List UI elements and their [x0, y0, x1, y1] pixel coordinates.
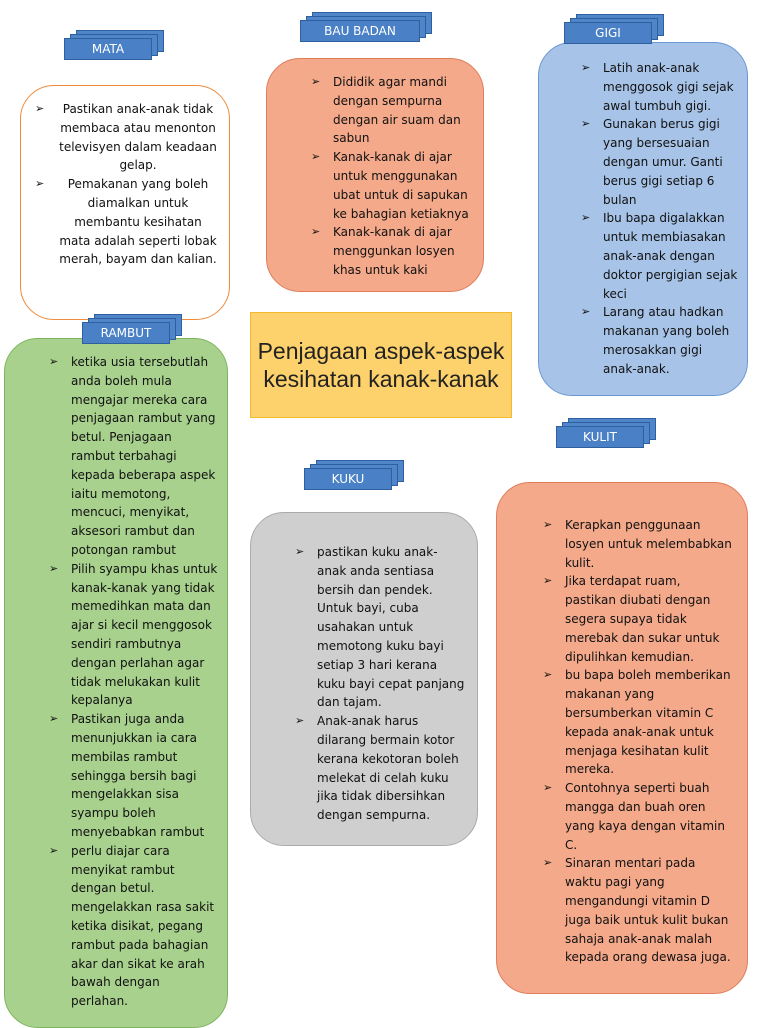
bullet-arrow-icon: ➢	[543, 781, 553, 795]
bullet-arrow-icon: ➢	[581, 117, 591, 131]
list-item: ➢ perlu diajar cara menyikat rambut dengan betul. mengelakkan rasa sakit ketika disikat, pegang rambut pada bahagian akar dan sikat ke arah bawah dengan perlahan.	[49, 843, 215, 1009]
list-item: ➢ Ibu bapa digalakkan untuk membiasakan anak-anak dengan doktor pergigian sejak keci	[581, 211, 738, 301]
bullet-arrow-icon: ➢	[543, 574, 553, 588]
kulit-box	[496, 482, 748, 994]
bullet-arrow-icon: ➢	[581, 61, 591, 74]
bullet-arrow-icon: ➢	[295, 714, 305, 728]
page-title: Penjagaan aspek-aspek kesihatan kanak-kanak	[250, 312, 512, 418]
kulit-label: KULIT	[556, 418, 656, 452]
bullet-arrow-icon: ➢	[311, 75, 321, 88]
bullet-arrow-icon: ➢	[49, 712, 59, 726]
bullet-arrow-icon: ➢	[295, 545, 305, 558]
list-item: ➢ bu bapa boleh memberikan makanan yang bersumberkan vitamin C kepada anak-anak untuk menjaga kesihatan kulit mereka.	[543, 668, 731, 777]
bullet-arrow-icon: ➢	[49, 355, 59, 368]
bullet-arrow-icon: ➢	[543, 518, 553, 531]
list-item: ➢ Anak-anak harus dilarang bermain kotor kerana kekotoran boleh melekat di celah kuku jika tidak dibersihkan dengan sempurna.	[295, 714, 459, 823]
bau-badan-label: BAU BADAN	[300, 12, 400, 46]
mata-box	[20, 85, 230, 320]
list-item: ➢ ketika usia tersebutlah anda boleh mula mengajar mereka cara penjagaan rambut yang betul. Penjagaan rambut terbahagi kepada beberapa aspek iaitu memotong, mencuci, menyikat, aksesori rambut dan potongan rambut	[49, 355, 216, 557]
bullet-arrow-icon: ➢	[49, 561, 59, 575]
bullet-arrow-icon: ➢	[35, 177, 45, 191]
gigi-box	[538, 42, 748, 396]
list-item: ➢ Sinaran mentari pada waktu pagi yang mengandungi vitamin D juga baik untuk kulit bukan sahaja anak-anak malah kepada orang dewasa juga.	[543, 856, 731, 965]
bullet-arrow-icon: ➢	[311, 150, 321, 164]
list-item: ➢ Gunakan berus gigi yang bersesuaian dengan umur. Ganti berus gigi setiap 6 bulan	[581, 117, 723, 207]
bullet-arrow-icon: ➢	[311, 225, 321, 239]
kuku-label: KUKU	[304, 460, 404, 494]
rambut-box	[4, 338, 228, 1028]
list-item: ➢ Kanak-kanak di ajar untuk menggunakan ubat untuk di sapukan ke bahagian ketiaknya	[311, 150, 469, 221]
kuku-box	[250, 512, 478, 846]
bullet-arrow-icon: ➢	[581, 211, 591, 225]
list-item: ➢ Latih anak-anak menggosok gigi sejak awal tumbuh gigi.	[581, 61, 734, 113]
bullet-arrow-icon: ➢	[581, 305, 591, 319]
mata-label: MATA	[64, 30, 164, 64]
list-item: ➢ Pastikan anak-anak tidak membaca atau menonton televisyen dalam keadaan gelap.	[35, 102, 217, 173]
rambut-label: RAMBUT	[82, 314, 182, 348]
list-item: ➢ Larang atau hadkan makanan yang boleh merosakkan gigi anak-anak.	[581, 305, 730, 376]
list-item: ➢ Dididik agar mandi dengan sempurna dengan air suam dan sabun	[311, 75, 461, 146]
list-item: ➢ Pemakanan yang boleh diamalkan untuk membantu kesihatan mata adalah seperti lobak merah, bayam dan kalian.	[35, 177, 217, 267]
bullet-arrow-icon: ➢	[543, 668, 553, 682]
bau-badan-box	[266, 58, 484, 292]
list-item: ➢ Pilih syampu khas untuk kanak-kanak yang tidak memedihkan mata dan ajar si kecil menggosok sendiri rambutnya dengan perlahan agar tidak melukakan kulit kepalanya	[49, 561, 218, 708]
list-item: ➢ Contohnya seperti buah mangga dan buah oren yang kaya dengan vitamin C.	[543, 781, 725, 852]
list-item: ➢ pastikan kuku anak-anak anda sentiasa bersih dan pendek. Untuk bayi, cuba usahakan untuk memotong kuku bayi setiap 3 hari kerana kuku bayi cepat panjang dan tajam.	[295, 545, 465, 710]
list-item: ➢ Pastikan juga anda menunjukkan ia cara membilas rambut sehingga bersih bagi mengelakkan sisa syampu boleh menyebabkan rambut	[49, 712, 205, 839]
gigi-label: GIGI	[564, 14, 664, 48]
bullet-arrow-icon: ➢	[543, 856, 553, 870]
bullet-arrow-icon: ➢	[49, 843, 59, 857]
list-item: ➢ Kanak-kanak di ajar menggunkan losyen khas untuk kaki	[311, 225, 455, 277]
list-item: ➢ Kerapkan penggunaan losyen untuk melembabkan kulit.	[543, 518, 732, 570]
bullet-arrow-icon: ➢	[35, 102, 45, 115]
list-item: ➢ Jika terdapat ruam, pastikan diubati dengan segera supaya tidak merebak dan sukar untuk dipulihkan kemudian.	[543, 574, 720, 664]
